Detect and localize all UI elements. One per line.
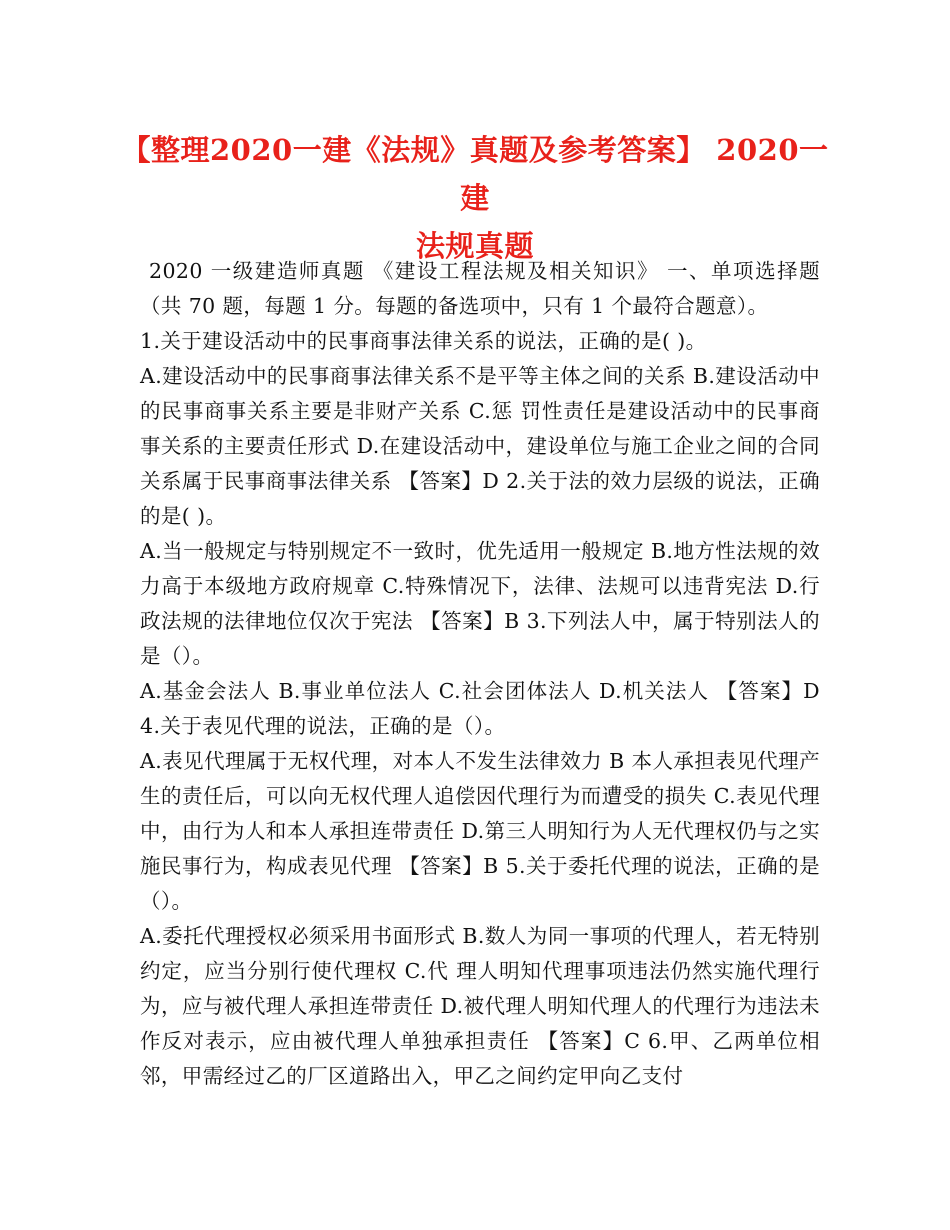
question-5-options: A.委托代理授权必须采用书面形式 B.数人为同一事项的代理人，若无特别约定，应当分别行使代理权 C.代 理人明知代理事项违法仍然实施代理行为，应与被代理人承担连带责任 D.被代理人明知代理人的代理行为违法未作反对表示，应由被代理人单独承担责任 【答案】C 6.甲、乙两单位相邻，甲需经过乙的厂区道路出入，甲乙之间约定甲向乙支付 bbox=[140, 924, 820, 1088]
title-line-1: 【整理2020一建《法规》真题及参考答案】 2020一建 bbox=[121, 133, 829, 215]
document-title bbox=[120, 126, 830, 270]
question-1-stem: 1.关于建设活动中的民事商事法律关系的说法，正确的是( )。 bbox=[140, 329, 707, 353]
question-2-options: A.当一般规定与特别规定不一致时，优先适用一般规定 B.地方性法规的效力高于本级地方政府规章 C.特殊情况下，法律、法规可以违背宪法 D.行政法规的法律地位仅次于宪法 【答案】B 3.下列法人中，属于特别法人的是（）。 bbox=[140, 539, 820, 668]
question-4-options: A.表见代理属于无权代理，对本人不发生法律效力 B 本人承担表见代理产生的责任后，可以向无权代理人追偿因代理行为而遭受的损失 C.表见代理中，由行为人和本人承担连带责任 D.第三人明知行为人无代理权仍与之实施民事行为，构成表见代理 【答案】B 5.关于委托代理的说法，正确的是（）。 bbox=[140, 749, 820, 913]
question-1-options: A.建设活动中的民事商事法律关系不是平等主体之间的关系 B.建设活动中的民事商事关系主要是非财产关系 C.惩 罚性责任是建设活动中的民事商事关系的主要责任形式 D.在建设活动中，建设单位与施工企业之间的合同关系属于民事商事法律关系 【答案】D 2.关于法的效力层级的说法，正确的是( )。 bbox=[140, 364, 820, 528]
intro-paragraph: 2020 一级建造师真题 《建设工程法规及相关知识》 一、单项选择题（共 70 题，每题 1 分。每题的备选项中，只有 1 个最符合题意）。 bbox=[140, 259, 820, 318]
document-body bbox=[140, 254, 820, 1094]
question-3-options: A.基金会法人 B.事业单位法人 C.社会团体法人 D.机关法人 【答案】D 4.关于表见代理的说法，正确的是（）。 bbox=[140, 679, 820, 738]
title-line-2: 法规真题 bbox=[415, 229, 534, 263]
